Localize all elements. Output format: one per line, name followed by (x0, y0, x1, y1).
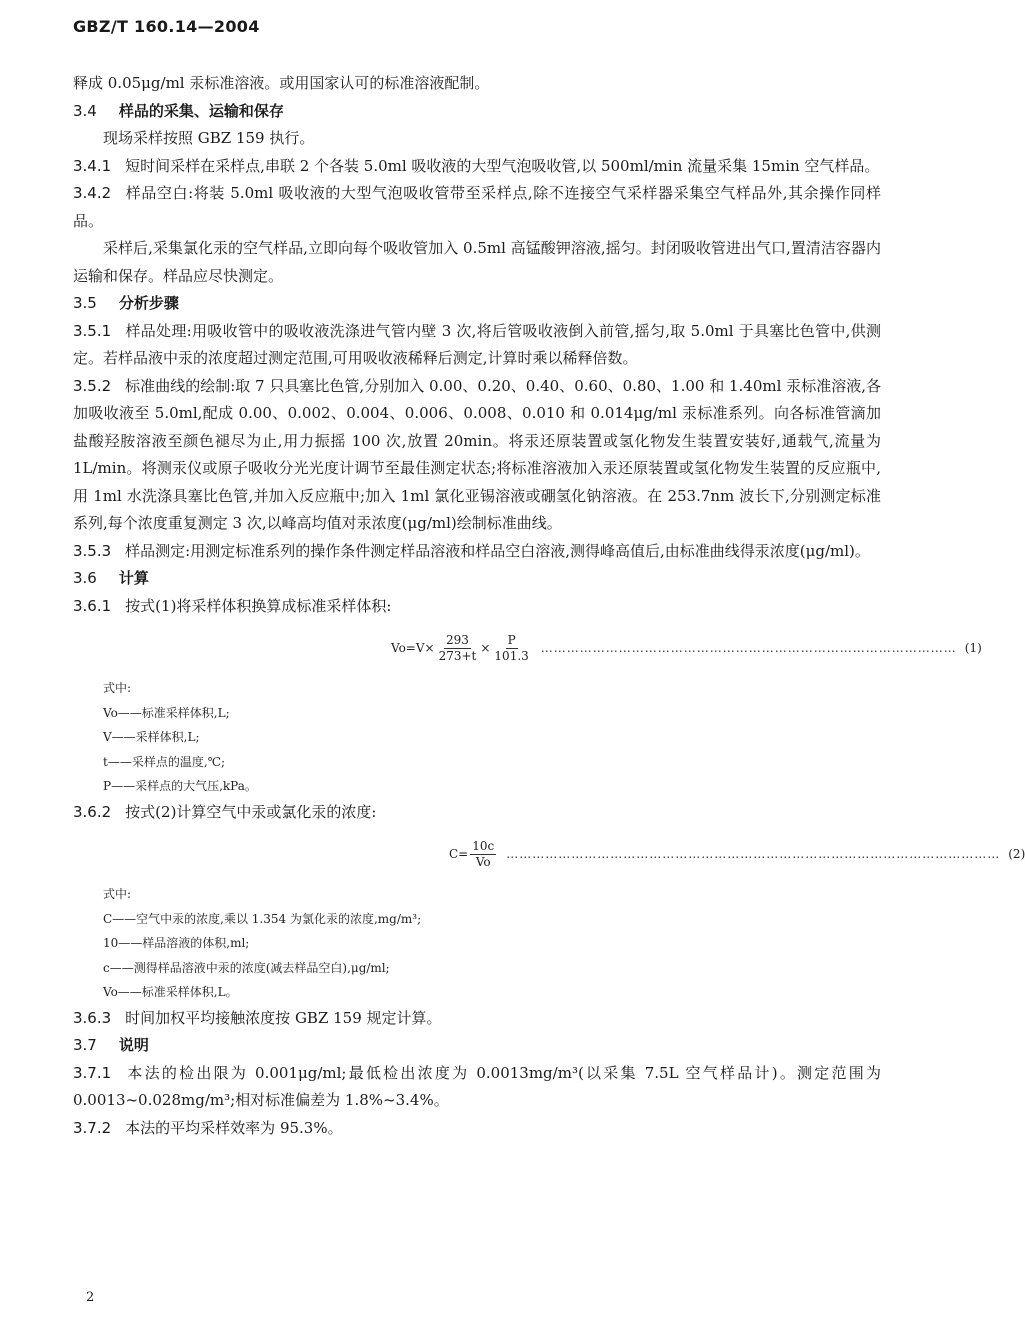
where-item: C——空气中汞的浓度,乘以 1.354 为氯化汞的浓度,mg/m³; (103, 911, 422, 926)
where-label: 式中: (103, 681, 132, 695)
formula-1: Vo=V× $\frac{293}{273+t}$ × $\frac{P}{101.3}$ …………………………………………………………………………………… (1) (391, 632, 982, 663)
paragraph-3-6-3: 3.6.3 时间加权平均接触浓度按 GBZ 159 规定计算。 (73, 1008, 442, 1027)
where-item: 10——样品溶液的体积,ml; (103, 936, 250, 950)
where-item: t——采样点的温度,℃; (103, 754, 226, 769)
where-item: V——采样体积,L; (103, 730, 200, 744)
paragraph-3-6-1: 3.6.1 按式(1)将采样体积换算成标准采样体积: (73, 596, 392, 615)
section-heading-3-7: 3.7 说明 (73, 1036, 149, 1054)
equation-number-1: (1) (964, 641, 982, 655)
document-code: GBZ/T 160.14—2004 (73, 17, 260, 36)
section-heading-3-5: 3.5 分析步骤 (73, 294, 179, 312)
paragraph-3-4-2-b: 采样后,采集氯化汞的空气样品,立即向每个吸收管加入 0.5ml 高锰酸钾溶液,摇匀。封闭吸收管进出气口,置清洁容器内运输和保存。样品应尽快测定。 (73, 239, 881, 285)
where-label: 式中: (103, 887, 132, 901)
where-item: P——采样点的大气压,kPa。 (103, 779, 257, 793)
paragraph-3-4-1: 3.4.1 短时间采样在采样点,串联 2 个各装 5.0ml 吸收液的大型气泡吸收管,以 500ml/min 流量采集 15min 空气样品。 (73, 156, 880, 175)
paragraph-3-4-2: 3.4.2 样品空白:将装 5.0ml 吸收液的大型气泡吸收管带至采样点,除不连接空气采样器采集空气样品外,其余操作同样品。 (73, 184, 881, 230)
formula-2-lhs: C= (449, 847, 469, 861)
paragraph-3-4: 现场采样按照 GBZ 159 执行。 (103, 129, 315, 147)
formula-1-fraction-a: $\frac{293}{273+t}$ (438, 632, 477, 663)
document-body (73, 70, 1025, 1142)
where-item: Vo——标准采样体积,L; (103, 705, 230, 720)
section-heading-3-6: 3.6 计算 (73, 569, 149, 587)
leader-dots: …………………………………………………………………………………………………… (506, 847, 1001, 861)
paragraph-3-5-2: 3.5.2 标准曲线的绘制:取 7 只具塞比色管,分别加入 0.00、0.20、0.40、0.60、0.80、1.00 和 1.40ml 汞标准溶液,各加吸收液至 5.0ml,配成 0.00、0.002、0.004、0.006、0.008、0.010 和 0.014μg/ml 汞标准系列。向各标准管滴加盐酸羟胺溶液至颜色褪尽为止,用力振摇 100 次,放置 20min。将汞还原装置或氢化物发生装置安装好,通载气,流量为 1L/min。将测汞仪或原子吸收分光光度计调节至最佳测定状态;将标准溶液加入汞还原装置或氢化物发生装置的反应瓶中,用 1ml 水洗涤具塞比色管,并加入反应瓶中;加入 1ml 氯化亚锡溶液或硼氢化钠溶液。在 253.7nm 波长下,分别测定标准系列,每个浓度重复测定 3 次,以峰高均值对汞浓度(μg/ml)绘制标准曲线。 (73, 376, 881, 532)
formula-2-fraction: $\frac{10c}{Vo}$ (472, 838, 495, 869)
paragraph-3-7-2: 3.7.2 本法的平均采样效率为 95.3%。 (73, 1118, 343, 1137)
where-item: c——测得样品溶液中汞的浓度(减去样品空白),μg/ml; (103, 960, 390, 975)
paragraph-3-5-3: 3.5.3 样品测定:用测定标准系列的操作条件测定样品溶液和样品空白溶液,测得峰高值后,由标准曲线得汞浓度(μg/ml)。 (73, 541, 870, 560)
formula-1-fraction-b: $\frac{P}{101.3}$ (494, 632, 529, 663)
leader-dots: …………………………………………………………………………………… (540, 641, 957, 655)
formula-2 (73, 832, 1025, 876)
paragraph-3-7-1: 3.7.1 本法的检出限为 0.001μg/ml;最低检出浓度为 0.0013mg/m³(以采集 7.5L 空气样品计)。测定范围为 0.0013~0.028mg/m³;相对标准偏差为 1.8%~3.4%。 (73, 1063, 881, 1109)
paragraph-3-5-1: 3.5.1 样品处理:用吸收管中的吸收液洗涤进气管内壁 3 次,将后管吸收液倒入前管,摇匀,取 5.0ml 于具塞比色管中,供测定。若样品液中汞的浓度超过测定范围,可用吸收液稀释后测定,计算时乘以稀释倍数。 (73, 321, 881, 367)
where-item: Vo——标准采样体积,L。 (103, 985, 238, 999)
paragraph-continuation: 释成 0.05μg/ml 汞标准溶液。或用国家认可的标准溶液配制。 (73, 74, 490, 92)
equation-number-2: (2) (1008, 847, 1025, 861)
section-heading-3-4: 3.4 样品的采集、运输和保存 (73, 101, 284, 120)
formula-1-lhs: Vo=V× (391, 641, 435, 655)
page-number: 2 (86, 1290, 95, 1305)
paragraph-3-6-2: 3.6.2 按式(2)计算空气中汞或氯化汞的浓度: (73, 802, 377, 821)
